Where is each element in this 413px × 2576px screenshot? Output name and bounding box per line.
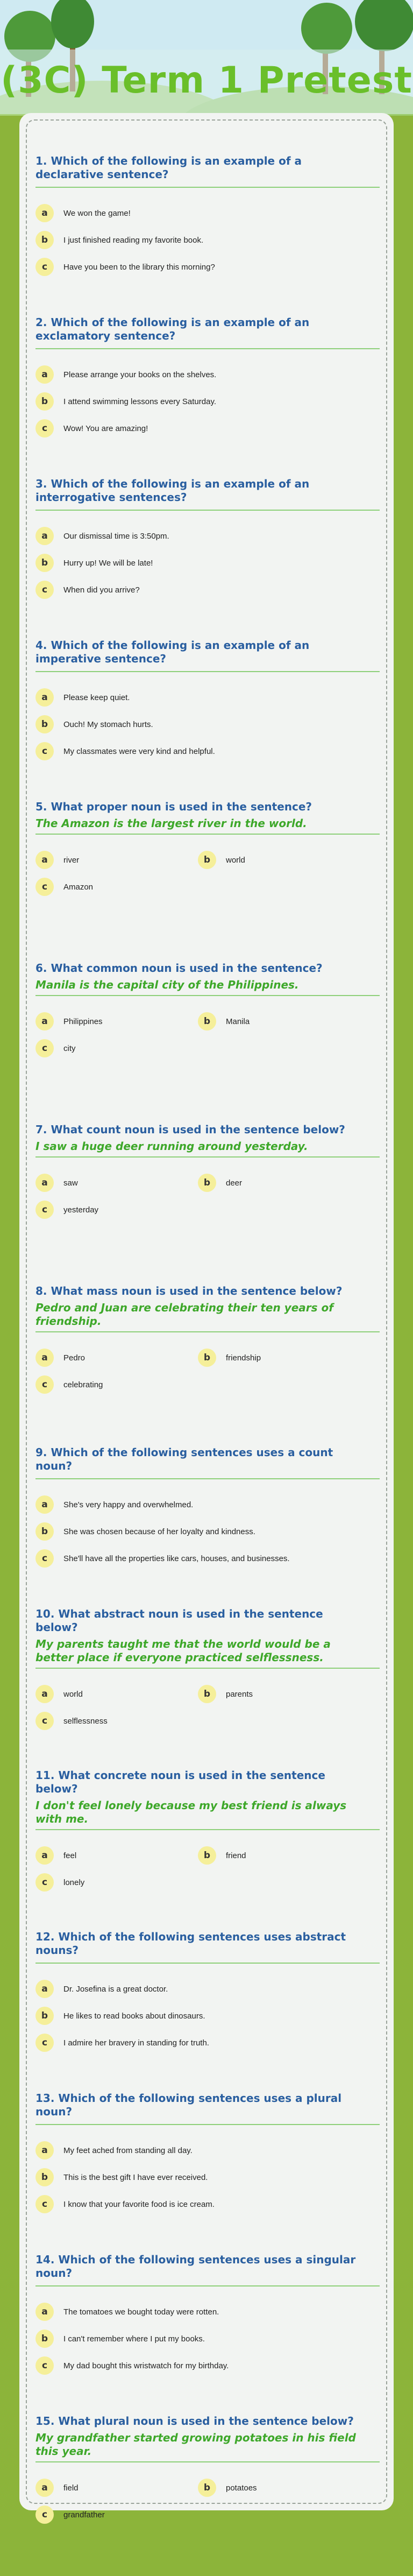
option-letter-badge: b bbox=[35, 2007, 54, 2025]
question-title: 6. What common noun is used in the sentence? bbox=[35, 962, 323, 975]
answer-options bbox=[35, 1008, 364, 1062]
answer-options bbox=[35, 1344, 364, 1398]
option-letter-badge: a bbox=[35, 1846, 54, 1865]
option-letter-badge: b bbox=[35, 392, 54, 411]
answer-option-b[interactable] bbox=[35, 2002, 364, 2029]
answer-option-b[interactable] bbox=[198, 1344, 360, 1371]
option-text: He likes to read books about dinosaurs. bbox=[63, 2011, 205, 2021]
answer-option-c[interactable] bbox=[35, 1196, 198, 1223]
question-title: 14. Which of the following sentences uses a singular noun? bbox=[35, 2253, 356, 2279]
answer-options bbox=[35, 200, 364, 280]
option-letter-badge: a bbox=[35, 204, 54, 222]
answer-option-a[interactable] bbox=[35, 1975, 364, 2002]
option-text: Hurry up! We will be late! bbox=[63, 558, 153, 568]
option-letter-badge: c bbox=[35, 2356, 54, 2375]
answer-options bbox=[35, 2474, 364, 2528]
answer-option-a[interactable] bbox=[35, 1491, 364, 1518]
question-divider bbox=[35, 671, 380, 672]
answer-option-b[interactable] bbox=[198, 1008, 360, 1035]
answer-options bbox=[35, 1169, 364, 1223]
question-divider bbox=[35, 1829, 380, 1830]
option-text: river bbox=[63, 855, 80, 865]
answer-option-c[interactable] bbox=[35, 1869, 198, 1896]
answer-options bbox=[35, 1842, 364, 1896]
answer-option-c[interactable] bbox=[35, 415, 364, 442]
question-title: 9. Which of the following sentences uses a count noun? bbox=[35, 1446, 333, 1472]
option-text: Our dismissal time is 3:50pm. bbox=[63, 531, 169, 541]
question-title: 15. What plural noun is used in the sentence below? bbox=[35, 2415, 354, 2427]
answer-option-c[interactable] bbox=[35, 873, 198, 900]
answer-option-c[interactable] bbox=[35, 1707, 198, 1734]
option-text: Dr. Josefina is a great doctor. bbox=[63, 1984, 168, 1994]
option-text: We won the game! bbox=[63, 208, 131, 218]
option-text: Pedro bbox=[63, 1353, 86, 1363]
question-sentence: I saw a huge deer running around yesterday. bbox=[35, 1140, 308, 1153]
option-letter-badge: a bbox=[35, 688, 54, 707]
option-letter-badge: a bbox=[35, 1349, 54, 1367]
option-letter-badge: c bbox=[35, 2034, 54, 2052]
option-letter-badge: c bbox=[35, 1201, 54, 1219]
page-title: (3C) Term 1 Pretest bbox=[1, 59, 412, 102]
question-item bbox=[35, 1446, 364, 1607]
question-item bbox=[35, 2415, 364, 2576]
option-text: My classmates were very kind and helpful. bbox=[63, 746, 215, 756]
option-letter-badge: c bbox=[35, 1549, 54, 1568]
answer-option-c[interactable] bbox=[35, 253, 364, 280]
option-letter-badge: b bbox=[198, 1846, 216, 1865]
question-title: 4. Which of the following is an example of an imperative sentence? bbox=[35, 639, 310, 665]
option-letter-badge: b bbox=[198, 2479, 216, 2497]
answer-option-c[interactable] bbox=[35, 2501, 198, 2528]
option-letter-badge: c bbox=[35, 419, 54, 437]
option-letter-badge: a bbox=[35, 2141, 54, 2159]
forest-header bbox=[0, 0, 413, 116]
question-divider bbox=[35, 1331, 380, 1332]
option-letter-badge: a bbox=[35, 365, 54, 384]
answer-option-a[interactable] bbox=[35, 2474, 198, 2501]
answer-options bbox=[35, 523, 364, 603]
option-letter-badge: b bbox=[35, 2330, 54, 2348]
answer-option-c[interactable] bbox=[35, 2352, 364, 2379]
option-letter-badge: b bbox=[198, 1012, 216, 1031]
answer-option-b[interactable] bbox=[198, 1681, 360, 1707]
option-text: Please keep quiet. bbox=[63, 693, 130, 702]
answer-option-a[interactable] bbox=[35, 2137, 364, 2164]
option-text: parents bbox=[226, 1689, 253, 1699]
answer-option-b[interactable] bbox=[198, 2474, 360, 2501]
question-item bbox=[35, 1769, 364, 1930]
answer-options bbox=[35, 846, 364, 900]
option-letter-badge: c bbox=[35, 1375, 54, 1394]
answer-option-b[interactable] bbox=[35, 549, 364, 576]
question-sentence: The Amazon is the largest river in the world. bbox=[35, 817, 307, 830]
option-letter-badge: a bbox=[35, 1174, 54, 1192]
option-letter-badge: b bbox=[35, 554, 54, 572]
answer-option-c[interactable] bbox=[35, 1371, 198, 1398]
option-letter-badge: b bbox=[35, 1522, 54, 1541]
question-item bbox=[35, 1607, 364, 1769]
question-title: 12. Which of the following sentences uses abstract nouns? bbox=[35, 1930, 346, 1957]
answer-options bbox=[35, 1681, 364, 1734]
question-divider bbox=[35, 510, 380, 511]
answer-options bbox=[35, 2137, 364, 2218]
answer-option-c[interactable] bbox=[35, 576, 364, 603]
question-divider bbox=[35, 1668, 380, 1669]
answer-option-c[interactable] bbox=[35, 2029, 364, 2056]
question-divider bbox=[35, 187, 380, 188]
worksheet bbox=[19, 113, 394, 2520]
question-list bbox=[35, 154, 364, 2576]
answer-option-a[interactable] bbox=[35, 2298, 364, 2325]
answer-options bbox=[35, 2298, 364, 2379]
option-text: The tomatoes we bought today were rotten. bbox=[63, 2307, 219, 2317]
option-text: When did you arrive? bbox=[63, 585, 140, 595]
option-letter-badge: a bbox=[35, 1980, 54, 1998]
option-text: Wow! You are amazing! bbox=[63, 424, 148, 433]
option-text: Manila bbox=[226, 1017, 250, 1026]
option-text: My feet ached from standing all day. bbox=[63, 2146, 193, 2155]
option-letter-badge: c bbox=[35, 1039, 54, 1057]
answer-options bbox=[35, 1491, 364, 1572]
answer-option-a[interactable] bbox=[35, 1842, 198, 1869]
option-letter-badge: c bbox=[35, 2195, 54, 2213]
answer-options bbox=[35, 684, 364, 765]
option-text: grandfather bbox=[63, 2510, 105, 2519]
question-divider bbox=[35, 834, 380, 835]
option-letter-badge: b bbox=[198, 1685, 216, 1703]
answer-options bbox=[35, 361, 364, 442]
answer-option-b[interactable] bbox=[35, 2325, 364, 2352]
question-item bbox=[35, 154, 364, 316]
question-title: 2. Which of the following is an example of an exclamatory sentence? bbox=[35, 316, 310, 342]
option-letter-badge: b bbox=[35, 715, 54, 733]
answer-option-a[interactable] bbox=[35, 1681, 198, 1707]
question-item bbox=[35, 2092, 364, 2253]
answer-option-c[interactable] bbox=[35, 1035, 198, 1062]
answer-option-a[interactable] bbox=[35, 1169, 198, 1196]
option-text: city bbox=[63, 1043, 76, 1053]
option-text: She's very happy and overwhelmed. bbox=[63, 1500, 194, 1509]
question-item bbox=[35, 1123, 364, 1285]
option-text: feel bbox=[63, 1851, 77, 1860]
answer-option-c[interactable] bbox=[35, 1545, 364, 1572]
option-text: She was chosen because of her loyalty and kindness. bbox=[63, 1527, 255, 1536]
answer-option-a[interactable] bbox=[35, 361, 364, 388]
question-item bbox=[35, 1285, 364, 1446]
question-title: 8. What mass noun is used in the sentence below? bbox=[35, 1285, 343, 1297]
question-divider bbox=[35, 1156, 380, 1158]
option-letter-badge: b bbox=[35, 231, 54, 249]
question-sentence: My grandfather started growing potatoes in his field this year. bbox=[35, 2431, 356, 2458]
option-letter-badge: a bbox=[35, 1012, 54, 1031]
option-text: I know that your favorite food is ice cream. bbox=[63, 2199, 215, 2209]
option-text: Please arrange your books on the shelves. bbox=[63, 370, 217, 379]
question-item bbox=[35, 639, 364, 800]
answer-option-b[interactable] bbox=[198, 1169, 360, 1196]
question-title: 5. What proper noun is used in the sentence? bbox=[35, 800, 312, 813]
option-text: Have you been to the library this morning? bbox=[63, 262, 215, 272]
option-text: world bbox=[63, 1689, 83, 1699]
answer-option-a[interactable] bbox=[35, 1008, 198, 1035]
question-divider bbox=[35, 995, 380, 996]
question-divider bbox=[35, 2285, 380, 2286]
answer-option-a[interactable] bbox=[35, 200, 364, 227]
question-title: 7. What count noun is used in the sentence below? bbox=[35, 1123, 345, 1136]
question-sentence: I don't feel lonely because my best friend is always with me. bbox=[35, 1799, 347, 1825]
question-title: 11. What concrete noun is used in the sentence below? bbox=[35, 1769, 325, 1795]
option-letter-badge: c bbox=[35, 742, 54, 760]
option-text: I admire her bravery in standing for truth. bbox=[63, 2038, 209, 2048]
option-text: saw bbox=[63, 1178, 78, 1188]
question-title: 3. Which of the following is an example of an interrogative sentences? bbox=[35, 477, 310, 504]
answer-option-c[interactable] bbox=[35, 738, 364, 765]
question-divider bbox=[35, 348, 380, 349]
option-letter-badge: a bbox=[35, 2303, 54, 2321]
question-sentence: Pedro and Juan are celebrating their ten years of friendship. bbox=[35, 1301, 333, 1328]
option-letter-badge: b bbox=[198, 1174, 216, 1192]
option-text: deer bbox=[226, 1178, 243, 1188]
option-letter-badge: c bbox=[35, 581, 54, 599]
question-item bbox=[35, 962, 364, 1123]
question-divider bbox=[35, 1963, 380, 1964]
question-title: 13. Which of the following sentences uses a plural noun? bbox=[35, 2092, 342, 2118]
option-text: Amazon bbox=[63, 882, 94, 892]
answer-option-a[interactable] bbox=[35, 523, 364, 549]
option-text: friendship bbox=[226, 1353, 261, 1363]
option-text: yesterday bbox=[63, 1205, 99, 1215]
answer-option-a[interactable] bbox=[35, 684, 364, 711]
answer-option-b[interactable] bbox=[35, 2164, 364, 2191]
answer-option-b[interactable] bbox=[198, 1842, 360, 1869]
option-text: I attend swimming lessons every Saturday. bbox=[63, 397, 217, 406]
option-text: This is the best gift I have ever received. bbox=[63, 2172, 208, 2182]
answer-option-b[interactable] bbox=[35, 227, 364, 253]
option-letter-badge: a bbox=[35, 1495, 54, 1514]
option-letter-badge: c bbox=[35, 2506, 54, 2524]
question-title: 10. What abstract noun is used in the sentence below? bbox=[35, 1607, 323, 1634]
answer-option-a[interactable] bbox=[35, 846, 198, 873]
option-letter-badge: b bbox=[198, 1349, 216, 1367]
option-text: friend bbox=[226, 1851, 246, 1860]
question-title: 1. Which of the following is an example of a declarative sentence? bbox=[35, 154, 302, 181]
question-divider bbox=[35, 2461, 380, 2462]
answer-option-b[interactable] bbox=[198, 846, 360, 873]
option-text: field bbox=[63, 2483, 79, 2493]
question-item bbox=[35, 1930, 364, 2092]
option-letter-badge: a bbox=[35, 1685, 54, 1703]
option-letter-badge: b bbox=[35, 2168, 54, 2186]
option-text: I can't remember where I put my books. bbox=[63, 2334, 205, 2344]
option-text: Philippines bbox=[63, 1017, 103, 1026]
option-letter-badge: a bbox=[35, 2479, 54, 2497]
question-divider bbox=[35, 1478, 380, 1479]
question-sentence: My parents taught me that the world would be a better place if everyone practiced selflessness. bbox=[35, 1638, 331, 1664]
option-text: world bbox=[226, 855, 245, 865]
answer-option-b[interactable] bbox=[35, 388, 364, 415]
question-item bbox=[35, 477, 364, 639]
question-divider bbox=[35, 2124, 380, 2125]
option-letter-badge: c bbox=[35, 1712, 54, 1730]
option-text: lonely bbox=[63, 1878, 85, 1887]
option-letter-badge: c bbox=[35, 258, 54, 276]
option-letter-badge: b bbox=[198, 851, 216, 869]
option-text: potatoes bbox=[226, 2483, 257, 2493]
answer-option-b[interactable] bbox=[35, 711, 364, 738]
option-text: She'll have all the properties like cars, houses, and businesses. bbox=[63, 1554, 290, 1563]
option-letter-badge: a bbox=[35, 527, 54, 545]
answer-options bbox=[35, 1975, 364, 2056]
question-sentence: Manila is the capital city of the Philippines. bbox=[35, 978, 299, 991]
option-letter-badge: a bbox=[35, 851, 54, 869]
option-text: Ouch! My stomach hurts. bbox=[63, 719, 153, 729]
answer-option-c[interactable] bbox=[35, 2191, 364, 2218]
answer-option-b[interactable] bbox=[35, 1518, 364, 1545]
option-text: My dad bought this wristwatch for my birthday. bbox=[63, 2361, 229, 2370]
question-item bbox=[35, 800, 364, 962]
option-text: I just finished reading my favorite book. bbox=[63, 235, 204, 245]
option-text: selflessness bbox=[63, 1716, 108, 1726]
option-text: celebrating bbox=[63, 1380, 103, 1389]
answer-option-a[interactable] bbox=[35, 1344, 198, 1371]
question-item bbox=[35, 316, 364, 477]
option-letter-badge: c bbox=[35, 1873, 54, 1892]
option-letter-badge: c bbox=[35, 878, 54, 896]
question-item bbox=[35, 2253, 364, 2415]
